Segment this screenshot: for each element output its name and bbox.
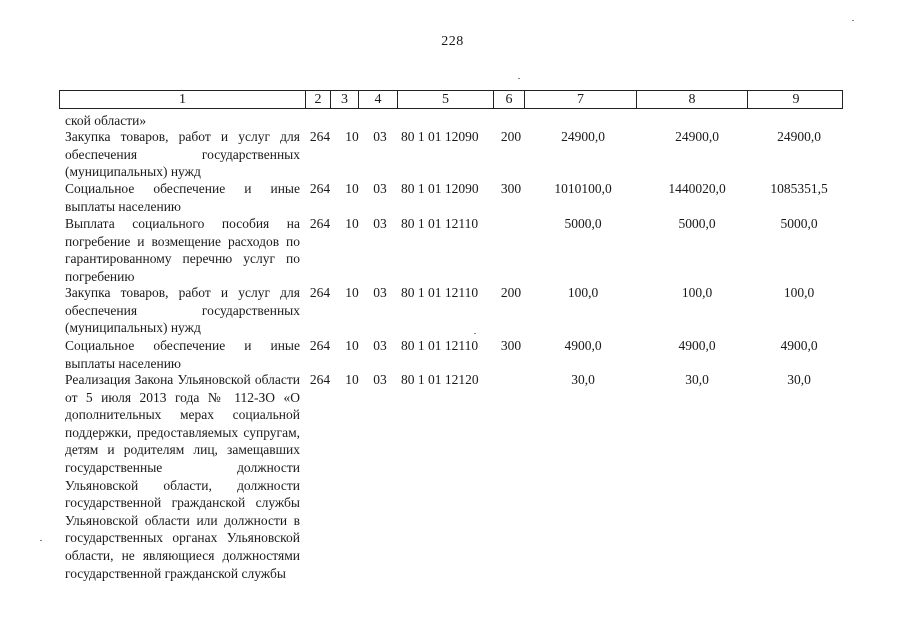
table-header bbox=[59, 90, 843, 109]
row-section: 10 bbox=[345, 181, 359, 196]
row-expense-type: 200 bbox=[500, 129, 522, 144]
row-ministry: 264 bbox=[309, 372, 331, 387]
row-amount-col9: 30,0 bbox=[787, 372, 811, 387]
page-number: 228 bbox=[441, 34, 464, 49]
row-amount-col7: 5000,0 bbox=[564, 216, 602, 231]
scan-speck bbox=[40, 540, 42, 541]
row-expense-type: 300 bbox=[500, 338, 522, 353]
continuation-text: ской области» bbox=[65, 113, 147, 128]
row-target-code: 80 1 01 12110 bbox=[401, 338, 479, 353]
row-amount-col9: 4900,0 bbox=[780, 338, 818, 353]
row-target-code: 80 1 01 12110 bbox=[401, 216, 479, 231]
header-col-5: 5 bbox=[397, 91, 493, 108]
row-ministry: 264 bbox=[309, 216, 331, 231]
row-description: Реализация Закона Ульяновской области от 5 июля 2013 года № 112-ЗО «О дополнительных мерах социальной поддержки, предоставляемых супругам, детям и родителям лиц, замещавших государственные должности Ульяновской области, должности государственной гражданской службы Ульяновской области или должности в государственных органах Ульяновской области, не являющиеся должностями государственной гражданской службы bbox=[65, 372, 300, 581]
row-amount-col7: 24900,0 bbox=[561, 129, 605, 144]
row-amount-col9: 5000,0 bbox=[780, 216, 818, 231]
row-amount-col7: 4900,0 bbox=[564, 338, 602, 353]
row-target-code: 80 1 01 12110 bbox=[401, 285, 479, 300]
scan-speck bbox=[852, 20, 854, 21]
row-subsection: 03 bbox=[373, 338, 387, 353]
header-col-9: 9 bbox=[747, 91, 844, 108]
row-section: 10 bbox=[345, 216, 359, 231]
row-amount-col7: 30,0 bbox=[571, 372, 595, 387]
row-amount-col8: 100,0 bbox=[681, 285, 713, 300]
row-ministry: 264 bbox=[309, 181, 331, 196]
row-amount-col7: 1010100,0 bbox=[554, 181, 612, 196]
row-description: Выплата социального пособия на погребение и возмещение расходов по гарантированному перечню услуг по погребению bbox=[65, 216, 300, 284]
header-col-1: 1 bbox=[179, 92, 186, 107]
row-target-code: 80 1 01 12090 bbox=[401, 181, 479, 196]
row-section: 10 bbox=[345, 285, 359, 300]
scan-speck bbox=[474, 333, 476, 334]
row-ministry: 264 bbox=[309, 129, 331, 144]
row-description: Социальное обеспечение и иные выплаты населению bbox=[65, 338, 300, 371]
row-amount-col9: 100,0 bbox=[783, 285, 815, 300]
row-description: Социальное обеспечение и иные выплаты населению bbox=[65, 181, 300, 214]
row-expense-type: 300 bbox=[500, 181, 522, 196]
row-subsection: 03 bbox=[373, 285, 387, 300]
row-section: 10 bbox=[345, 372, 359, 387]
row-amount-col8: 30,0 bbox=[685, 372, 709, 387]
scan-speck bbox=[518, 78, 520, 79]
row-ministry: 264 bbox=[309, 285, 331, 300]
row-amount-col9: 1085351,5 bbox=[770, 181, 828, 196]
row-amount-col9: 24900,0 bbox=[777, 129, 821, 144]
header-col-3: 3 bbox=[330, 91, 358, 108]
row-amount-col8: 1440020,0 bbox=[668, 181, 726, 196]
row-amount-col7: 100,0 bbox=[567, 285, 599, 300]
row-description: Закупка товаров, работ и услуг для обеспечения государственных (муниципальных) нужд bbox=[65, 129, 300, 180]
row-amount-col8: 5000,0 bbox=[678, 216, 716, 231]
row-subsection: 03 bbox=[373, 181, 387, 196]
header-col-7: 7 bbox=[524, 91, 636, 108]
row-description: Закупка товаров, работ и услуг для обеспечения государственных (муниципальных) нужд bbox=[65, 285, 300, 336]
header-col-8: 8 bbox=[636, 91, 747, 108]
row-amount-col8: 24900,0 bbox=[675, 129, 719, 144]
header-col-2: 2 bbox=[305, 91, 330, 108]
row-subsection: 03 bbox=[373, 216, 387, 231]
row-subsection: 03 bbox=[373, 372, 387, 387]
row-section: 10 bbox=[345, 338, 359, 353]
row-amount-col8: 4900,0 bbox=[678, 338, 716, 353]
row-subsection: 03 bbox=[373, 129, 387, 144]
row-target-code: 80 1 01 12090 bbox=[401, 129, 479, 144]
header-col-6: 6 bbox=[493, 91, 524, 108]
header-col-4: 4 bbox=[358, 91, 397, 108]
row-target-code: 80 1 01 12120 bbox=[401, 372, 479, 387]
row-ministry: 264 bbox=[309, 338, 331, 353]
row-expense-type: 200 bbox=[500, 285, 522, 300]
row-section: 10 bbox=[345, 129, 359, 144]
